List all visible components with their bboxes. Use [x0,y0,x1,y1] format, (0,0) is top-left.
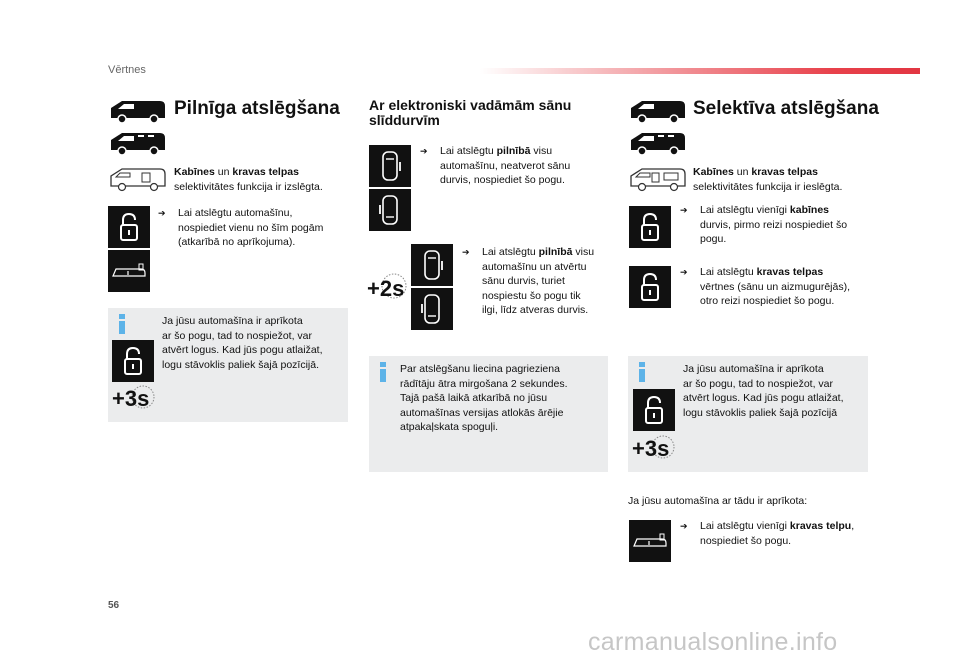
selectivity-status-on: Kabīnes un kravas telpas selektivitātes funkcija ir ieslēgta. [693,166,843,193]
section-header: Vērtnes [108,64,146,76]
arrow-icon: ➔ [158,208,166,218]
unlock-button-key [112,340,154,382]
unlock-button-key [633,389,675,431]
info-icon [639,362,647,382]
arrow-icon: ➔ [680,267,688,277]
bullet-unlock-vehicle: ➔ Lai atslēgtu automašīnu, nospiediet vienu no šīm pogām (atkarībā no aprīkojuma). [158,207,324,248]
van-cab-unlocked-icon [108,130,168,156]
padlock-open-icon [108,206,150,248]
watermark: carmanualsonline.info [588,628,838,656]
info-icon [380,362,388,382]
arrow-icon: ➔ [680,521,688,531]
car-topview-left-door-icon [369,189,411,231]
title-selective-unlock: Selektīva atslēgšana [693,98,879,119]
van-rear-icon [629,520,671,562]
selectivity-status-off: Kabīnes un kravas telpas selektivitātes funkcija ir izslēgta. [174,166,323,193]
info-box-windows: +3s Ja jūsu automašīna ir aprīkota ar šo pogu, tad to nospiežot, var atvērt logus. Kad jūs pogu atlaižat, logu stāvoklis paliek šajā pozīcijā [628,356,868,472]
info-box-indicators: Par atslēgšanu liecina pagrieziena rādītāju ātra mirgošana 2 sekundes. Tajā pašā laikā atkarībā no jūsu automašīnas versijas atlokās ārējie atpakaļskata spoguļi. [369,356,608,472]
hold-2s-label: +2s [367,276,405,301]
padlock-open-icon [633,389,675,431]
cargo-unlock-button-key [108,250,150,292]
title-full-unlock: Pilnīga atslēgšana [174,98,340,119]
padlock-open-icon [629,206,671,248]
car-topview-left-door-icon [411,288,453,330]
van-silhouette-icon [628,98,688,124]
sliding-door-left-button-key [411,288,453,330]
bullet-full-unlock-open-doors: ➔ Lai atslēgtu pilnībā visu automašīnu un atvērtu sānu durvis, turiet nospiestu šo pogu tik ilgi, līdz atveras durvis. [462,246,595,316]
title-sliding-doors: Ar elektroniski vadāmām sānu slīddurvīm [369,97,572,128]
van-silhouette-icon [108,98,168,124]
sliding-door-right-button-key [411,244,453,286]
arrow-icon: ➔ [462,247,470,257]
bullet-cargo-only: ➔ Lai atslēgtu vienīgi kravas telpu, nospiediet šo pogu. [680,520,855,547]
bullet-cargo-doors: ➔ Lai atslēgtu kravas telpas vērtnes (sānu un aizmugurējās), otro reizi nospiediet šo pogu. [680,266,850,307]
bullet-cab-only: ➔ Lai atslēgtu vienīgi kabīnes durvis, pirmo reizi nospiediet šo pogu. [680,204,848,245]
page-number: 56 [108,600,120,611]
sliding-door-right-button-key [369,145,411,187]
unlock-button-key [629,266,671,308]
van-outline-lock-icon [108,166,168,192]
car-topview-right-door-icon [411,244,453,286]
arrow-icon: ➔ [420,146,428,156]
info-icon [119,314,127,334]
sliding-door-left-button-key [369,189,411,231]
padlock-open-icon [629,266,671,308]
bullet-full-unlock-no-doors: ➔ Lai atslēgtu pilnībā visu automašīnu, neatverot sānu durvis, nospiediet šo pogu. [420,145,571,186]
padlock-open-icon [112,340,154,382]
hold-3s-label: +3s [112,386,150,411]
cargo-unlock-button-key [629,520,671,562]
equipped-note: Ja jūsu automašīna ar tādu ir aprīkota: [628,495,808,507]
header-accent-bar [480,68,920,74]
van-outline-selective-icon [628,166,688,192]
van-rear-icon [108,250,150,292]
van-cab-unlocked-icon [628,130,688,156]
unlock-button-key [629,206,671,248]
unlock-button-key [108,206,150,248]
hold-3s-label: +3s [632,436,670,461]
car-topview-right-door-icon [369,145,411,187]
arrow-icon: ➔ [680,205,688,215]
info-box-windows: +3s Ja jūsu automašīna ir aprīkota ar šo pogu, tad to nospiežot, var atvērt logus. Kad jūs pogu atlaižat, logu stāvoklis paliek šajā pozīcijā. [108,308,348,422]
